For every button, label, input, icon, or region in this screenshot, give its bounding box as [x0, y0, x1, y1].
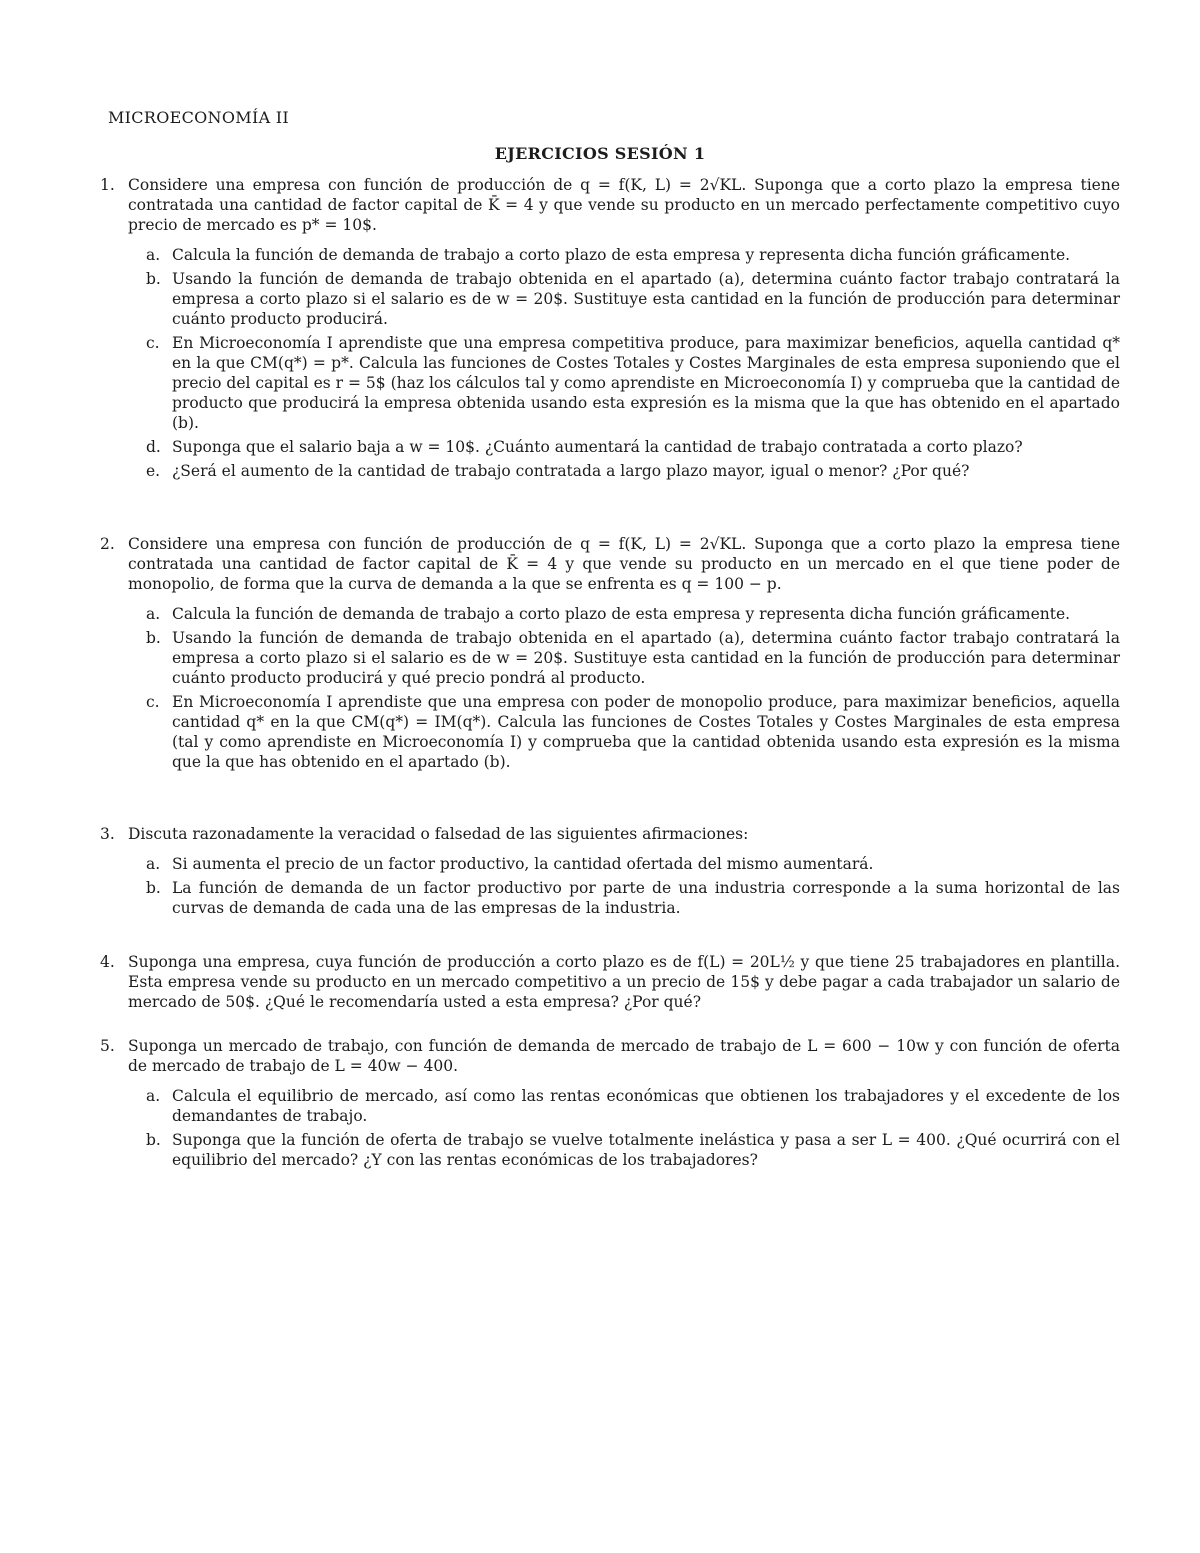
list-item: [146, 333, 1120, 433]
list-item: [146, 1130, 1120, 1170]
item-text: Calcula el equilibrio de mercado, así como las rentas económicas que obtienen los trabajadores y el excedente de los demandantes de trabajo.: [172, 1087, 1120, 1125]
exercise-4: [100, 952, 1120, 1012]
exercise-number: 2.: [100, 535, 115, 553]
list-item: [146, 628, 1120, 688]
item-text: Suponga que el salario baja a w = 10$. ¿Cuánto aumentará la cantidad de trabajo contratada a corto plazo?: [172, 438, 1023, 456]
list-item: [146, 437, 1120, 457]
list-item: [146, 269, 1120, 329]
item-text: Suponga que la función de oferta de trabajo se vuelve totalmente inelástica y pasa a ser L = 400. ¿Qué ocurrirá con el equilibrio del mercado? ¿Y con las rentas económicas de los trabajadores?: [172, 1131, 1120, 1169]
exercise-statement: Considere una empresa con función de producción de q = f(K, L) = 2√KL. Suponga que a corto plazo la empresa tiene contratada una cantidad de factor capital de K̄ = 4 y que vende su producto en un mercado en el que tiene poder de monopolio, de forma que la curva de demanda a la que se enfrenta es q = 100 − p.: [128, 535, 1120, 593]
list-item: [146, 878, 1120, 918]
list-item: [146, 1086, 1120, 1126]
page-title: EJERCICIOS SESIÓN 1: [494, 144, 706, 163]
exercise-1: [100, 175, 1120, 481]
item-label: a.: [146, 1087, 161, 1105]
item-text: ¿Será el aumento de la cantidad de trabajo contratada a largo plazo mayor, igual o menor? ¿Por qué?: [172, 462, 970, 480]
exercise-statement: Suponga un mercado de trabajo, con función de demanda de mercado de trabajo de L = 600 − 10w y con función de oferta de mercado de trabajo de L = 40w − 400.: [128, 1037, 1120, 1075]
item-label: c.: [146, 334, 160, 352]
item-label: a.: [146, 246, 161, 264]
item-label: b.: [146, 1131, 161, 1149]
course-title: MICROECONOMÍA II: [108, 108, 290, 127]
item-label: b.: [146, 629, 161, 647]
exercise-statement: Considere una empresa con función de producción de q = f(K, L) = 2√KL. Suponga que a corto plazo la empresa tiene contratada una cantidad de factor capital de K̄ = 4 y que vende su producto en un mercado perfectamente competitivo cuyo precio de mercado es p* = 10$.: [128, 176, 1120, 234]
list-item: [146, 245, 1120, 265]
item-label: b.: [146, 879, 161, 897]
exercise-2: [100, 534, 1120, 772]
list-item: [146, 461, 1120, 481]
item-label: a.: [146, 855, 161, 873]
list-item: [146, 604, 1120, 624]
exercise-number: 3.: [100, 825, 115, 843]
exercise-statement: Discuta razonadamente la veracidad o falsedad de las siguientes afirmaciones:: [128, 825, 749, 843]
item-text: La función de demanda de un factor productivo por parte de una industria corresponde a la suma horizontal de las curvas de demanda de cada una de las empresas de la industria.: [172, 879, 1120, 917]
item-text: Calcula la función de demanda de trabajo a corto plazo de esta empresa y representa dicha función gráficamente.: [172, 605, 1071, 623]
item-label: d.: [146, 438, 161, 456]
item-label: a.: [146, 605, 161, 623]
exercise-5: [100, 1036, 1120, 1170]
item-text: En Microeconomía I aprendiste que una empresa con poder de monopolio produce, para maximizar beneficios, aquella cantidad q* en la que CM(q*) = IM(q*). Calcula las funciones de Costes Totales y Costes Marginales de esta empresa (tal y como aprendiste en Microeconomía I) y comprueba que la cantidad obtenida usando esta expresión es la misma que la que has obtenido en el apartado (b).: [172, 693, 1120, 771]
item-text: Calcula la función de demanda de trabajo a corto plazo de esta empresa y representa dicha función gráficamente.: [172, 246, 1071, 264]
item-text: En Microeconomía I aprendiste que una empresa competitiva produce, para maximizar beneficios, aquella cantidad q* en la que CM(q*) = p*. Calcula las funciones de Costes Totales y Costes Marginales de esta empresa suponiendo que el precio del capital es r = 5$ (haz los cálculos tal y como aprendiste en Microeconomía I) y comprueba que la cantidad de producto que producirá la empresa obtenida usando esta expresión es la misma que la que has obtenido en el apartado (b).: [172, 334, 1120, 432]
item-text: Si aumenta el precio de un factor productivo, la cantidad ofertada del mismo aumentará.: [172, 855, 874, 873]
exercise-number: 5.: [100, 1037, 115, 1055]
list-item: [146, 692, 1120, 772]
item-label: c.: [146, 693, 160, 711]
item-text: Usando la función de demanda de trabajo obtenida en el apartado (a), determina cuánto factor trabajo contratará la empresa a corto plazo si el salario es de w = 20$. Sustituye esta cantidad en la función de producción para determinar cuánto producto producirá y qué precio pondrá al producto.: [172, 629, 1120, 687]
exercise-number: 1.: [100, 176, 115, 194]
exercise-number: 4.: [100, 953, 115, 971]
exercise-3: [100, 824, 1120, 918]
item-label: b.: [146, 270, 161, 288]
item-text: Usando la función de demanda de trabajo obtenida en el apartado (a), determina cuánto factor trabajo contratará la empresa a corto plazo si el salario es de w = 20$. Sustituye esta cantidad en la función de producción para determinar cuánto producto producirá.: [172, 270, 1120, 328]
exercise-statement: Suponga una empresa, cuya función de producción a corto plazo es de f(L) = 20L½ y que tiene 25 trabajadores en plantilla. Esta empresa vende su producto en un mercado competitivo a un precio de 15$ y debe pagar a cada trabajador un salario de mercado de 50$. ¿Qué le recomendaría usted a esta empresa? ¿Por qué?: [128, 953, 1120, 1011]
list-item: [146, 854, 1120, 874]
item-label: e.: [146, 462, 161, 480]
